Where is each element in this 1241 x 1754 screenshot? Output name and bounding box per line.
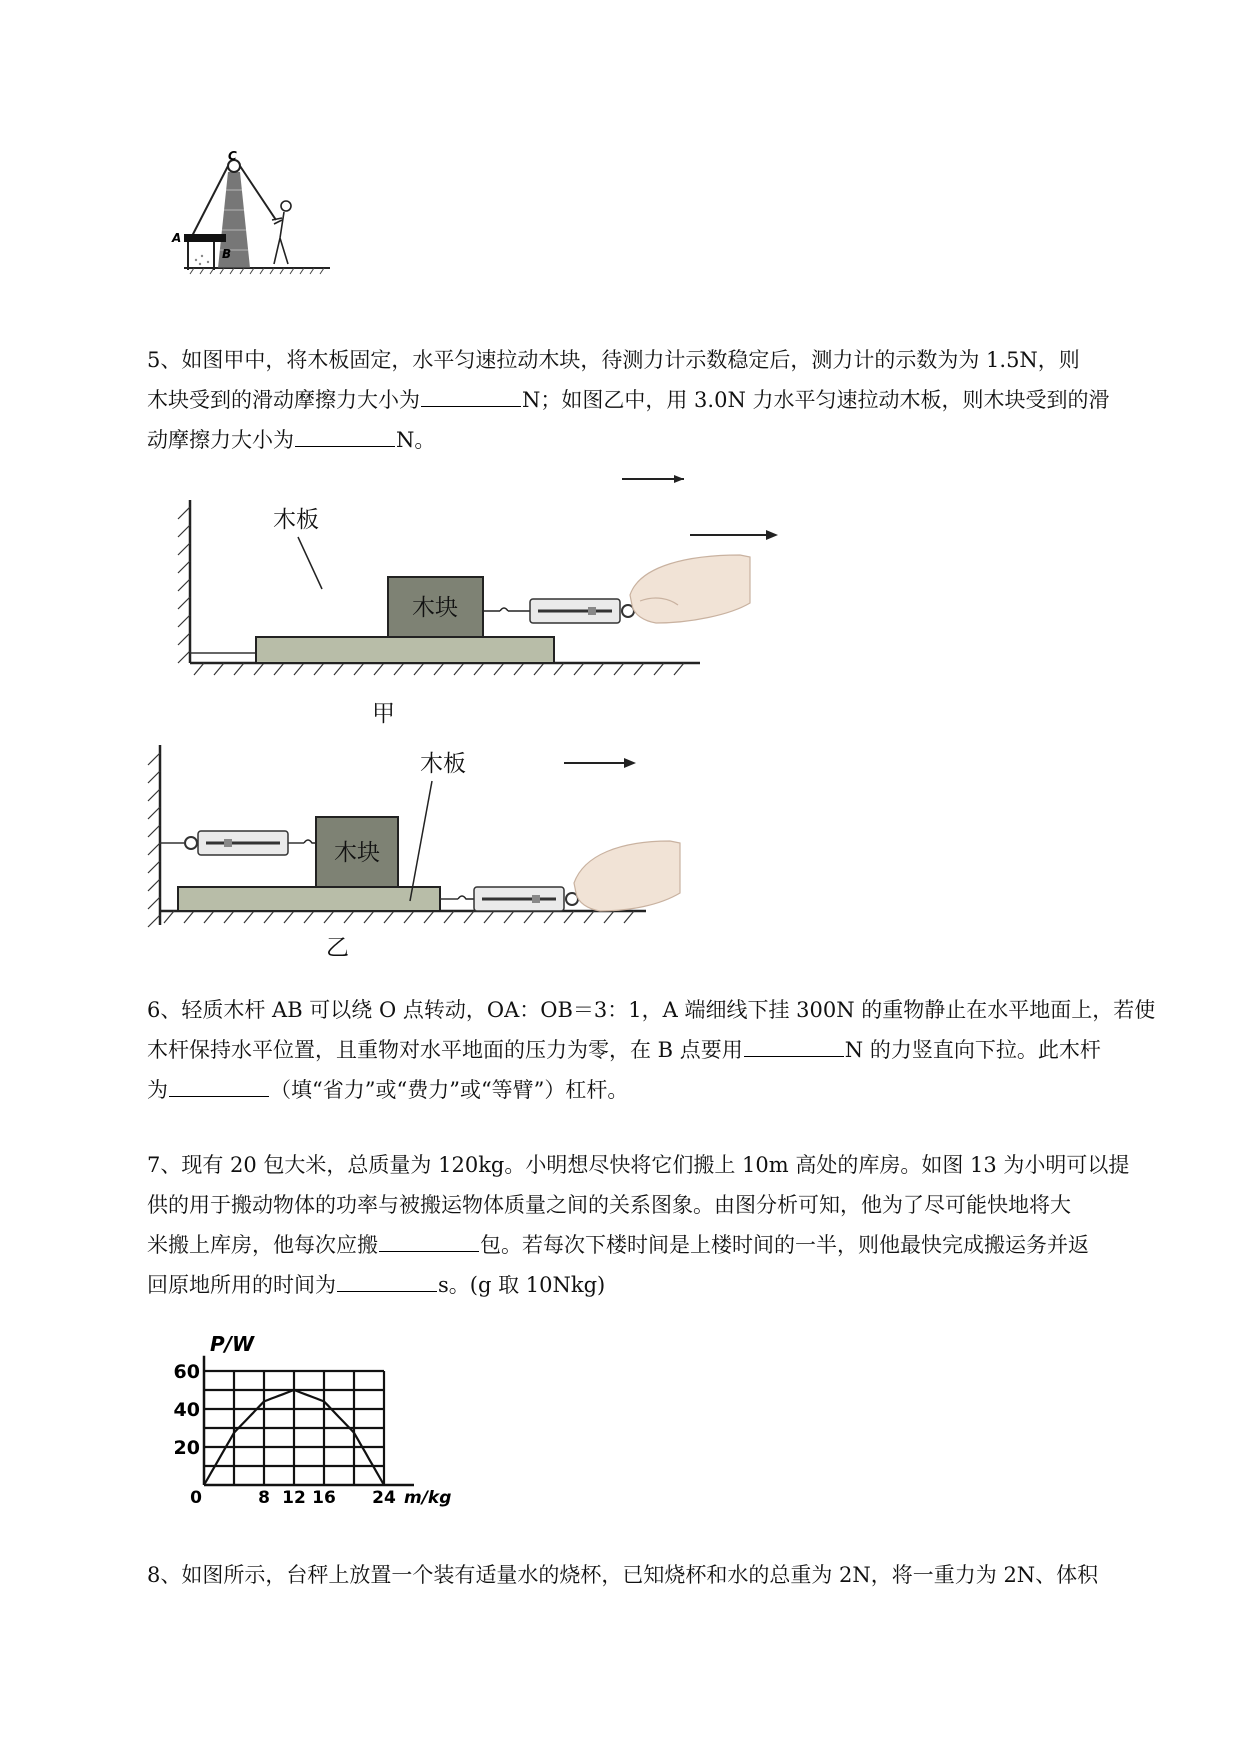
answer-blank[interactable]: [295, 424, 395, 447]
block-label: 木块: [412, 595, 458, 621]
y-axis-label: P/W: [210, 1332, 255, 1356]
rope-right: [240, 166, 276, 220]
board-label: 木板: [273, 507, 319, 533]
x-tick-label: 8: [258, 1488, 270, 1508]
label-b: B: [222, 247, 232, 261]
question-6: [147, 990, 1157, 1110]
y-tick-label: 40: [173, 1399, 200, 1421]
power-mass-chart: [173, 1332, 452, 1515]
friction-figure-jia: [170, 495, 770, 730]
spring-scale-right: [474, 887, 578, 911]
force-arrow-jia: [690, 525, 790, 545]
hand-icon: [630, 555, 750, 623]
friction-figure-yi: [140, 745, 740, 960]
wooden-board: [178, 887, 440, 911]
x-axis-label: m/kg: [404, 1488, 452, 1508]
q5-line3: 动摩擦力大小为 N。: [147, 420, 1157, 460]
question-8: [147, 1555, 1157, 1595]
lever-pulley-figure: [170, 150, 340, 302]
answer-blank[interactable]: [379, 1229, 479, 1252]
question-7: [147, 1145, 1157, 1305]
q6-line2: 木杆保持水平位置，且重物对水平地面的压力为零，在 B 点要用 N 的力竖直向下拉。此木杆: [147, 1030, 1157, 1070]
q7-line3: 米搬上库房，他每次应搬 包。若每次下楼时间是上楼时间的一半，则他最快完成搬运务并返: [147, 1225, 1157, 1265]
figure-caption-jia: 甲: [372, 701, 395, 727]
hand-icon: [574, 841, 680, 911]
person-icon: [272, 201, 291, 264]
q6-line3: 为 （填“省力”或“费力”或“等臂”）杠杆。: [147, 1070, 1157, 1110]
block-label: 木块: [334, 840, 380, 866]
spring-scale-left: [185, 831, 288, 855]
q7-line4: 回原地所用的时间为 s。(g 取 10Nkg): [147, 1265, 1157, 1305]
answer-blank[interactable]: [421, 384, 521, 407]
y-tick-label: 60: [173, 1361, 200, 1383]
q5-line1: 5、如图甲中，将木板固定，水平匀速拉动木块，待测力计示数稳定后，测力计的示数为为 1.5N，则: [147, 348, 1080, 372]
q7-line1: 7、现有 20 包大米，总质量为 120kg。小明想尽快将它们搬上 10m 高处的库房。如图 13 为小明可以提: [147, 1153, 1130, 1177]
figure-caption-yi: 乙: [326, 935, 349, 961]
x-tick-label: 16: [312, 1488, 336, 1508]
q5-line2: 木块受到的滑动摩擦力大小为 N；如图乙中，用 3.0N 力水平匀速拉动木板，则木块受到的滑: [147, 380, 1157, 420]
lever-plank: [184, 234, 226, 242]
spring-scale: [530, 599, 634, 623]
board-label: 木板: [420, 751, 466, 777]
answer-blank[interactable]: [744, 1034, 844, 1057]
q8-line1: 8、如图所示，台秤上放置一个装有适量水的烧杯，已知烧杯和水的总重为 2N，将一重力为 2N、体积: [147, 1563, 1099, 1587]
q6-line1: 6、轻质木杆 AB 可以绕 O 点转动，OA：OB＝3：1，A 端细线下挂 300N 的重物静止在水平地面上，若使: [147, 998, 1156, 1022]
label-c: C: [228, 149, 237, 163]
wooden-board: [256, 637, 554, 663]
x-tick-label: 24: [372, 1488, 396, 1508]
question-5: [147, 340, 1157, 460]
x-tick-label: 12: [282, 1488, 306, 1508]
y-tick-label: 20: [173, 1437, 200, 1459]
answer-blank[interactable]: [337, 1269, 437, 1292]
x-tick-label: 0: [190, 1488, 202, 1508]
q7-line2: 供的用于搬动物体的功率与被搬运物体质量之间的关系图象。由图分析可知，他为了尽可能快地将大: [147, 1193, 1071, 1217]
answer-blank[interactable]: [169, 1074, 269, 1097]
label-a: A: [172, 231, 182, 245]
